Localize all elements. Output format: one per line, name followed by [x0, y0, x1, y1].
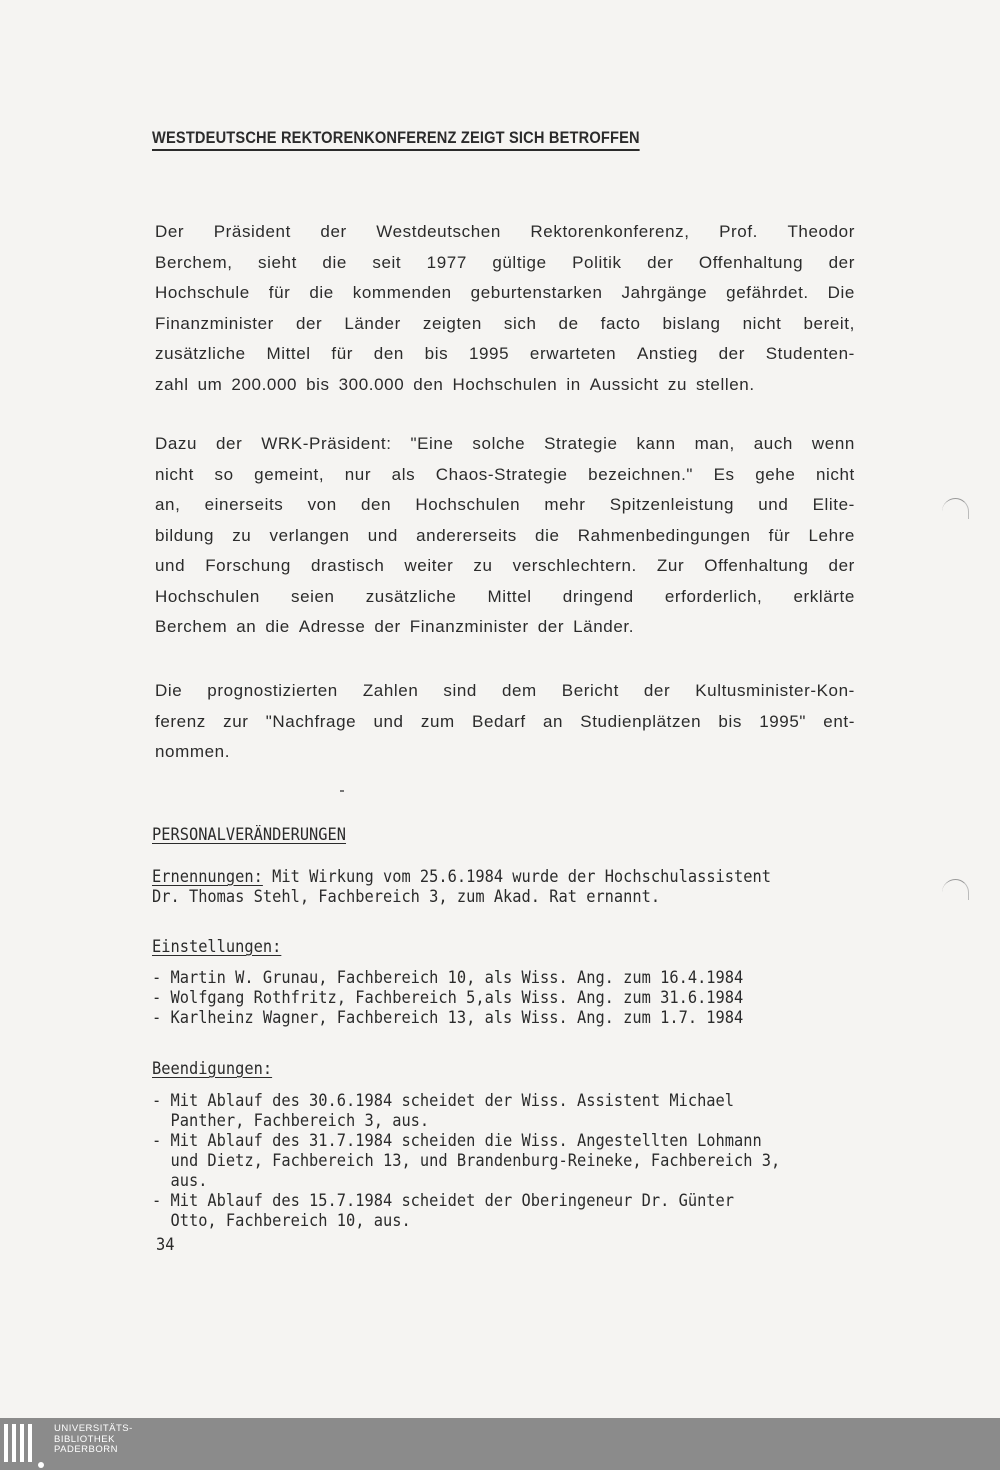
punch-hole-mark-bottom	[942, 879, 969, 900]
hiring-item: - Karlheinz Wagner, Fachbereich 13, als Wiss. Ang. zum 1.7. 1984	[152, 1008, 744, 1027]
punch-hole-mark-top	[942, 498, 969, 519]
stray-mark	[340, 790, 344, 792]
personnel-heading: PERSONALVERÄNDERUNGEN	[152, 825, 347, 844]
paragraph-line: nicht so gemeint, nur als Chaos-Strategie bezeichnen." Es gehe nicht	[155, 464, 855, 484]
page-number: 34	[156, 1235, 175, 1254]
library-logo-dot	[38, 1462, 44, 1468]
termination-line: aus.	[152, 1171, 208, 1190]
termination-line: - Mit Ablauf des 30.6.1984 scheidet der Wiss. Assistent Michael	[152, 1091, 735, 1110]
paragraph-3	[155, 676, 855, 768]
termination-line: Panther, Fachbereich 3, aus.	[152, 1111, 430, 1130]
paragraph-line: Berchem an die Adresse der Finanzminister der Länder.	[155, 617, 635, 636]
paragraph-line: und Forschung drastisch weiter zu verschlechtern. Zur Offenhaltung der	[155, 556, 855, 575]
hirings-label: Einstellungen:	[152, 937, 282, 956]
appointments-label: Ernennungen:	[152, 867, 263, 886]
paragraph-1	[155, 217, 855, 400]
termination-line: Otto, Fachbereich 10, aus.	[152, 1211, 411, 1230]
paragraph-line: Die prognostizierten Zahlen sind dem Bericht der Kultusminister-Kon-	[155, 681, 855, 700]
termination-line: - Mit Ablauf des 15.7.1984 scheidet der Oberingeneur Dr. Günter	[152, 1191, 735, 1210]
paragraph-line: an, einerseits von den Hochschulen mehr Spitzenleistung und Elite-	[155, 495, 855, 514]
paragraph-line: bildung zu verlangen und andererseits die Rahmenbedingungen für Lehre	[155, 525, 855, 545]
paragraph-line: Hochschule für die kommenden geburtenstarken Jahrgänge gefährdet. Die	[155, 283, 855, 302]
logo-text-line: UNIVERSITÄTS-	[54, 1423, 133, 1434]
appointments-text: Mit Wirkung vom 25.6.1984 wurde der Hochschulassistent	[262, 867, 772, 886]
paragraph-line: Der Präsident der Westdeutschen Rektorenkonferenz, Prof. Theodor	[155, 222, 855, 241]
appointments-line-2: Dr. Thomas Stehl, Fachbereich 3, zum Akad. Rat ernannt.	[152, 887, 661, 906]
logo-text-line: PADERBORN	[54, 1444, 118, 1455]
paragraph-line: nommen.	[155, 742, 231, 761]
logo-text-line: BIBLIOTHEK	[54, 1433, 115, 1445]
paragraph-line: zahl um 200.000 bis 300.000 den Hochschulen in Aussicht zu stellen.	[155, 374, 755, 394]
paragraph-line: Hochschulen seien zusätzliche Mittel dringend erforderlich, erklärte	[155, 586, 855, 606]
article-title: WESTDEUTSCHE REKTORENKONFERENZ ZEIGT SICH BETROFFEN	[152, 128, 640, 151]
terminations-label: Beendigungen:	[152, 1059, 273, 1078]
appointments-line-1	[152, 867, 771, 887]
termination-line: und Dietz, Fachbereich 13, und Brandenburg-Reineke, Fachbereich 3,	[152, 1151, 781, 1170]
library-footer-bar	[0, 1418, 1000, 1470]
hiring-item: - Wolfgang Rothfritz, Fachbereich 5,als Wiss. Ang. zum 31.6.1984	[152, 988, 744, 1007]
paragraph-2	[155, 429, 855, 643]
paragraph-line: Finanzminister der Länder zeigten sich de facto bislang nicht bereit,	[155, 313, 855, 333]
hirings-list	[152, 968, 743, 1028]
hiring-item: - Martin W. Grunau, Fachbereich 10, als Wiss. Ang. zum 16.4.1984	[152, 968, 744, 987]
paragraph-line: Dazu der WRK-Präsident: "Eine solche Strategie kann man, auch wenn	[155, 434, 855, 453]
paragraph-line: zusätzliche Mittel für den bis 1995 erwarteten Anstieg der Studenten-	[155, 344, 855, 363]
terminations-list	[152, 1091, 780, 1231]
library-logo-icon	[4, 1424, 32, 1462]
paragraph-line: Berchem, sieht die seit 1977 gültige Politik der Offenhaltung der	[155, 252, 855, 272]
termination-line: - Mit Ablauf des 31.7.1984 scheiden die Wiss. Angestellten Lohmann	[152, 1131, 762, 1150]
paragraph-line: ferenz zur "Nachfrage und zum Bedarf an Studienplätzen bis 1995" ent-	[155, 711, 855, 731]
library-logo-text	[54, 1424, 133, 1456]
